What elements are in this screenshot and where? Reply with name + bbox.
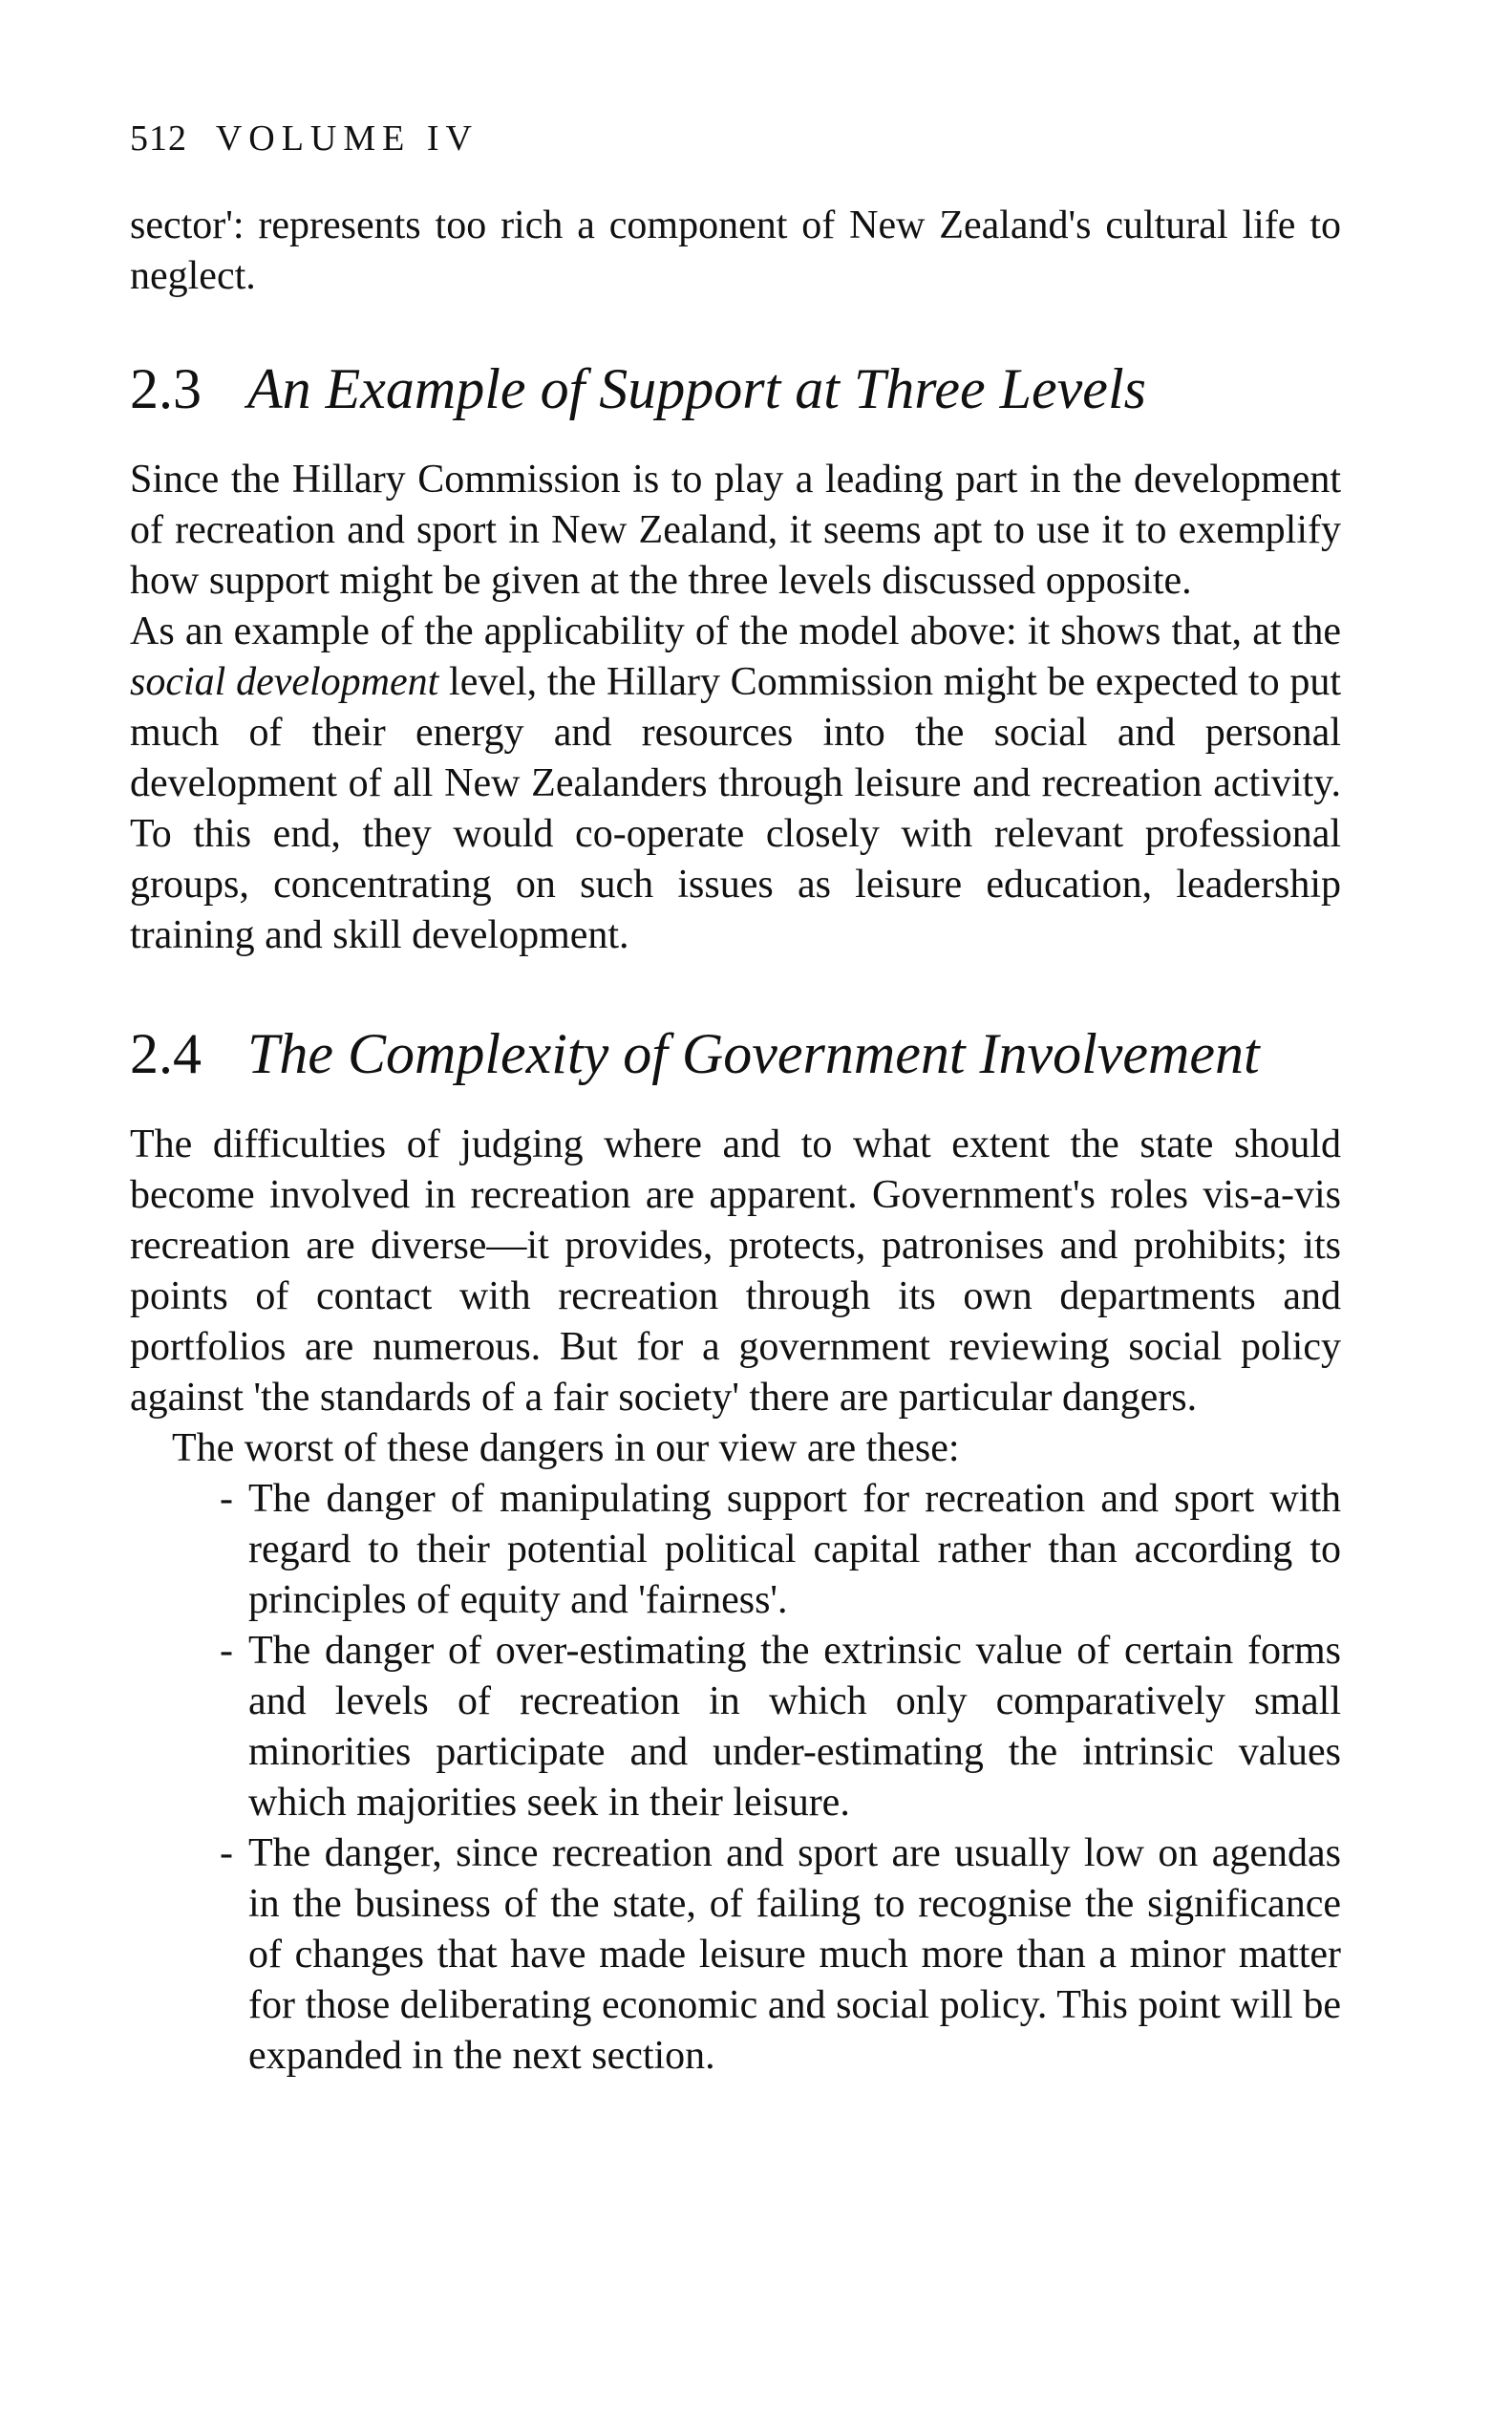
emphasis-text: social development xyxy=(130,660,439,704)
list-dash: - xyxy=(220,1629,233,1673)
section-2-3-paragraph-1: Since the Hillary Commission is to play a leading part in the development of recreation and sport in New Zealand, it seems apt to use it to exemplify how support might be given at the three levels discussed opposite. xyxy=(130,458,1341,603)
list-dash: - xyxy=(220,1831,233,1875)
section-heading-2-3 xyxy=(130,355,1341,422)
list-item-text: The danger of over-estimating the extrinsic value of certain forms and levels of recreation in which only comparatively small minorities participate and under-estimating the intrinsic values which majorities seek in their leisure. xyxy=(248,1629,1341,1825)
list-item-text: The danger, since recreation and sport are usually low on agendas in the business of the state, of failing to recognise the significance of changes that have made leisure much more than a minor matter for those deliberating economic and social policy. This point will be expanded in the next section. xyxy=(248,1831,1341,2078)
dangers-lead-in: The worst of these dangers in our view are these: xyxy=(172,1426,960,1470)
opening-paragraph: sector': represents too rich a component of New Zealand's cultural life to neglect. xyxy=(130,203,1341,298)
section-number: 2.4 xyxy=(130,1022,202,1085)
section-heading-2-4 xyxy=(130,1020,1341,1087)
dangers-list xyxy=(130,1474,1341,2082)
running-head xyxy=(130,115,1341,162)
list-item xyxy=(220,1474,1341,1626)
page-number: 512 xyxy=(130,118,187,159)
section-title: An Example of Support at Three Levels xyxy=(247,357,1146,420)
paragraph-text: level, the Hillary Commission might be expected to put much of their energy and resources into the social and personal development of all New Zealanders through leisure and recreation activity. To this end, they would co-operate closely with relevant professional groups, concentrating on such issues as leisure education, leadership training and skill development. xyxy=(130,660,1342,957)
section-2-4-paragraph-1: The difficulties of judging where and to what extent the state should become involved in recreation are apparent. Government's roles vis-a-vis recreation are diverse—it provides, protects, patronises and prohibits; its points of contact with recreation through its own departments and portfolios are numerous. But for a government reviewing social policy against 'the standards of a fair society' there are particular dangers. xyxy=(130,1122,1341,1420)
section-title: The Complexity of Government Involvement xyxy=(247,1022,1260,1085)
list-item-text: The danger of manipulating support for recreation and sport with regard to their potential political capital rather than according to principles of equity and 'fairness'. xyxy=(248,1477,1341,1622)
section-2-3-paragraph-2 xyxy=(130,607,1341,961)
list-item xyxy=(220,1828,1341,2082)
section-number: 2.3 xyxy=(130,357,202,420)
running-title: VOLUME IV xyxy=(215,118,479,159)
paragraph-text: As an example of the applicability of the model above: it shows that, at the xyxy=(130,609,1341,653)
book-page xyxy=(130,115,1341,2082)
list-dash: - xyxy=(220,1477,233,1521)
list-item xyxy=(220,1626,1341,1828)
